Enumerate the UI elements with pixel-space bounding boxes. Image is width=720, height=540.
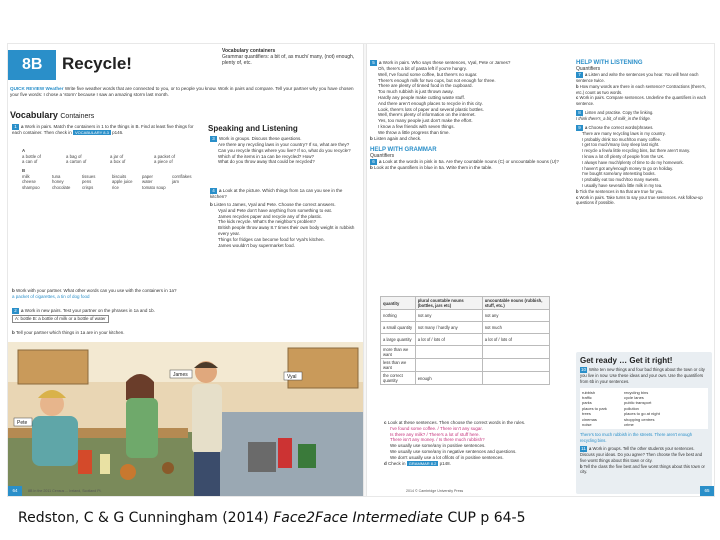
table-row	[381, 322, 550, 334]
exercise-5a-sentence: Oh, there's a bit of pasta left if you're hungry.	[378, 66, 467, 71]
quick-review	[10, 86, 360, 104]
get-ready-word: traffic	[582, 395, 592, 400]
exercise-2a-text: Work in new pairs. Test your partner on the phrases in 1a and 1b.	[24, 308, 155, 313]
listening-statement: British people throw away 8.7 times their own body weight in rubbish every year.	[218, 225, 355, 236]
container-thing-word: paper	[142, 173, 153, 179]
container-word: a jar of	[110, 153, 124, 159]
exercise-5a-sentence: We throw a little progress than time.	[378, 129, 450, 135]
exercise-8-text: Listen and practise. Copy the linking.	[585, 109, 654, 115]
table-cell	[482, 346, 549, 359]
vocabulary-heading-text: Vocabulary	[10, 110, 58, 120]
table-cell: more than we want	[381, 346, 416, 359]
vocabulary-ref: VOCABULARY 8.3	[74, 130, 109, 135]
container-thing-word: shampoo	[22, 184, 40, 190]
exercise-4b-text: Listen to James, Vyal and Pete. Choose the correct answers.	[214, 202, 336, 207]
exercise-5a-sentence: Well, I've found some coffee, but there's no sugar.	[378, 71, 478, 77]
exercise-5a-sentence: Well, there's plenty of information on the internet.	[378, 112, 476, 118]
container-thing-word: tissues	[82, 173, 96, 179]
grammar-example-sentence: There isn't any money. / Is there much rubbish?	[390, 437, 485, 443]
exercise-9a-item: I probably eat too much/too many sweets.	[582, 177, 660, 183]
table-cell	[482, 372, 549, 385]
container-thing-word: cornflakes	[172, 173, 192, 179]
get-ready-word: cinemas	[582, 416, 597, 422]
container-thing-word: chocolate	[52, 184, 71, 190]
table-row	[381, 334, 550, 346]
get-ready-word: pollution	[624, 405, 639, 411]
help-grammar-heading: HELP WITH GRAMMAR	[370, 147, 437, 154]
get-ready-word: public transport	[624, 400, 652, 406]
get-ready-word: crime	[624, 422, 634, 428]
exercise-6: 6 a Look at the words in pink in 5a. Are they countable nouns (C) or uncountable nouns (U)? b Look at the quantifiers in blue in 5a. Write them in the table.	[370, 159, 559, 171]
container-thing-word: rice	[112, 184, 119, 190]
container-thing-word: tomato soup	[142, 184, 166, 190]
grammar-topic: Grammar quantifiers: a bit of, as much/ many, (not) enough, plenty of, etc.	[222, 54, 355, 66]
vocabulary-subheading: Containers	[60, 113, 95, 120]
container-word: a box of	[110, 159, 126, 165]
listening-statement: The kids recycle. What's the neighbor's problem?	[218, 219, 317, 225]
container-word: a can of	[22, 159, 38, 165]
get-ready-box: Get ready … Get it right! 10 Write ten new things and four bad things about the town or city you live in now. Use these ideas and your own. Use the quantifiers from 6b in your sentences. rubbish recycling binstraffic cycle lanesparks public transportplaces to park pollutiontrees places to go at nightcinemas shopping centresnoise crime There's too much rubbish in the streets. There aren't enough recycling bins. 11 a Work in groups. Tell the other students your sentences. Discuss your ideas. Do you agree? Then choose the five best and five worst things about this town or city. b Tell the class the five best and five worst things about this town or city.	[576, 352, 712, 494]
left-page-footer: 8B In the 2011 Census ... Ireland, Scotland Pi.	[28, 489, 102, 493]
help-listening-heading: HELP WITH LISTENING	[576, 60, 643, 66]
table-cell: not any	[482, 310, 549, 322]
left-page-number: 64	[8, 486, 22, 496]
kitchen-illustration	[8, 342, 364, 496]
exercise-5a-sentence: Hardly any people make cutting waste stuff.	[378, 94, 465, 100]
exercise-5a: 5 a Work in pairs. Who says these sentences, Vyal, Pete or James? Oh, there's a bit of pasta left if you're hungry. Well, I've found some coffee, but there's no sugar. There's enough milk for two cups, but not enough for three. There are plenty of tinned food in the cupboard. Too much rubbish is just thrown away. Hardly any people make cutting waste stuff. And there aren't enough places to recycle in this city. Look, there's lots of paper and several plastic bottles. Well, there's plenty of information on the internet. Yes, too many people just don't make the effort. I know a few friends with seven things. We throw a little progress than time. b Listen again and check.	[370, 60, 566, 141]
table-row	[381, 372, 550, 385]
exercise-5a-sentence: There are plenty of tinned food in the cupboard.	[378, 83, 473, 89]
container-word: a bottle of	[22, 153, 41, 159]
exercise-6d-text: Check in	[388, 460, 406, 466]
vocabulary-ref-page: p146.	[112, 130, 124, 135]
container-word: a bag of	[66, 153, 82, 159]
exercise-6b-text: Look at the quantifiers in blue in 5a. Write them in the table.	[374, 165, 493, 171]
containers-list-a: A a bottle of a bag of a jar of a packet of a can of a carton of a box of a piece of	[22, 148, 202, 165]
exercise-5a-sentence: There's enough milk for two cups, but not enough for three.	[378, 77, 496, 83]
exercise-11a-text: Work in groups. Tell the other students your sentences. Discuss your ideas. Do you agree? Then choose the five best and five worst things about this town or city.	[580, 446, 703, 463]
container-thing-word: jam	[172, 179, 179, 185]
grammar-ref-page: p148.	[439, 460, 451, 466]
container-word: a piece of	[154, 159, 173, 165]
grammar-rule: We usually use some/any in positive sentences.	[390, 443, 486, 449]
container-thing-word: crisps	[82, 184, 94, 190]
help-listening-subheading: Quantifiers	[576, 66, 601, 72]
exercise-2b-text: Tell your partner which things in 1a are in your kitchen.	[15, 330, 125, 335]
exercise-9a-item: There are many recycling laws in my country.	[582, 130, 666, 136]
exercise-5b-text: Listen again and check.	[374, 135, 422, 141]
quick-review-label: QUICK REVIEW	[10, 86, 45, 91]
exercise-1a-text: Work in pairs. Match the containers in 1 to the things in B. Find at least five things for each container. Then check in	[12, 124, 194, 135]
get-ready-word: trees	[582, 411, 591, 417]
quick-review-text: Write five weather words that are connected to you, or to people you know. Work in pairs and compare. Tell your partner why you have chosen your five words: I chose a 'storm' because I saw an amazing storm last month.	[10, 86, 354, 97]
listening-statement: Vyal and Pete don't have anything from something to eat.	[218, 207, 333, 213]
get-ready-word: noise	[582, 422, 592, 428]
unit-header	[8, 50, 218, 80]
exercise-8-example: I think there's_a bit_of milk_in the fridge.	[576, 115, 651, 121]
name-tag-pete: Pete	[17, 420, 28, 426]
caption-publisher-pages: CUP p 64-5	[443, 510, 526, 526]
table-cell: not much	[482, 322, 549, 334]
exercise-5a-sentence: And there aren't enough places to recycle in this city.	[378, 100, 483, 106]
exercise-5a-sentence: I know a few friends with seven things.	[378, 123, 455, 129]
speaking-listening-heading: Speaking and Listening	[208, 124, 298, 133]
name-tag-james: James	[173, 372, 188, 378]
listening-statement: Things for fridges can become food for Vyal's kitchen.	[218, 236, 325, 242]
table-cell: enough	[415, 372, 482, 385]
exercise-10-text: Write ten new things and four bad things about the town or city you live in now. Use these ideas and your own. Use the quantifiers from 6b in your sentences.	[580, 367, 705, 384]
exercise-4a-text: Look at the picture. Which things from 1a can you see in the kitchen?	[210, 188, 343, 199]
vocabulary-grammar-box	[222, 48, 362, 66]
grammar-ref: GRAMMAR 8.2	[408, 460, 437, 466]
exercise-4b: b Listen to James, Vyal and Pete. Choose the correct answers. Vyal and Pete don't have anything from something to eat. James recycles paper and recycle any of the plastic. The kids recycle. What's the neighbor's problem? British people throw away 8.7 times their own body weight in rubbish every year. Things for fridges can become food for Vyal's kitchen. James wouldn't buy supermarket food.	[210, 202, 360, 248]
table-cell: a lot of / lots of	[482, 334, 549, 346]
discussion-question: Which of the items in 1a can be recycled? How?	[218, 153, 315, 159]
exercise-1b: b Work with your partner. What other words can you use with the containers in 1a? a packet of cigarettes, a tin of dog food	[12, 288, 204, 300]
containers-list-b: B milk tuna tissues biscuits paper cornflakes cheese honey pens apple juice water jam shampoo chocolate crisps rice tomato soup	[22, 168, 202, 190]
container-thing-word: milk	[22, 173, 30, 179]
exercise-5a-sentence: Look, there's lots of paper and several plastic bottles.	[378, 106, 484, 112]
listening-statement: James recycles paper and recycle any of the plastic.	[218, 213, 323, 219]
table-cell: the correct quantity	[381, 372, 416, 385]
container-thing-word: apple juice	[112, 179, 133, 185]
exercise-5a-sentence: Yes, too many people just don't make the effort.	[378, 118, 473, 124]
container-thing-word: tuna	[52, 173, 61, 179]
vocabulary-heading	[10, 110, 94, 120]
exercise-9a-item: I know a lot of/ plenty of people from the UK.	[582, 153, 665, 159]
container-thing-word: pens	[82, 179, 92, 185]
table-row	[381, 346, 550, 359]
help-with-grammar	[370, 147, 566, 159]
vocab-topic: Vocabulary containers	[222, 48, 276, 54]
exercise-9a-item: I always have much/plenty of time to do my homework.	[582, 159, 684, 165]
exercise-4a: 4 a Look at the picture. Which things from 1a can you see in the kitchen?	[210, 188, 343, 199]
get-ready-word: places to park	[582, 405, 607, 411]
exercise-5a-sentence: Too much rubbish is just thrown away.	[378, 89, 454, 95]
get-ready-word-box	[580, 388, 708, 430]
table-cell: less than we want	[381, 359, 416, 372]
discussion-question: What do you throw away that could be recycled?	[218, 159, 315, 165]
exercise-10-examples: There's too much rubbish in the streets. There aren't enough recycling bins.	[580, 432, 693, 444]
discussion-question: Can you recycle things where you live? If so, what do you recycle?	[218, 147, 351, 153]
exercise-2a-example: A: bottle B: a bottle of milk or a bottle of water	[12, 315, 109, 323]
table-header-cell: plural countable nouns (bottles, jars etc)	[415, 297, 482, 310]
get-ready-word: cycle lanes	[624, 395, 644, 400]
grammar-rule: We don't usually use a lot of/lots of in positive sentences.	[390, 454, 504, 460]
exercise-6c-text: Look at these sentences. Then choose the correct words in the rules.	[387, 420, 526, 425]
get-ready-word: places to go at night	[624, 411, 660, 417]
listening-statement: James wouldn't buy supermarket food.	[218, 242, 295, 248]
grammar-rule: We usually use some/any in negative sentences and questions.	[390, 448, 517, 454]
exercise-7c-text: Work in pairs. Compare sentences. Underline the quantifiers in each sentence.	[576, 95, 707, 107]
exercise-9a-item: I recycle a few/a little recycling bins, but there aren't many.	[582, 148, 691, 154]
exercise-2a: 2 a Work in new pairs. Test your partner on the phrases in 1a and 1b. A: bottle B: a bottle of milk or a bottle of water	[12, 308, 204, 323]
exercise-9c-text: Work in pairs. Take turns to say your true sentences. Ask follow-up questions if possible.	[576, 194, 703, 206]
exercise-1b-example: a packet of cigarettes, a tin of dog food	[12, 293, 90, 299]
right-page-side-column: HELP WITH LISTENING Quantifiers 7 a Listen and write the sentences you hear. You will hear each sentence twice. b How many words are there in each sentence? Contractions (there's, etc.) count as two words. c Work in pairs. Compare sentences. Underline the quantifiers in each sentence. 8 Listen and practise. Copy the linking. I think there's_a bit_of milk_in the fridge. 9 a Choose the correct words/phrases. There are many recycling laws in my country. I probably drink too much/too many coffee. I get too much/many /any sleep last night. I recycle a few/a little recycling bins, but there aren't many. I know a lot of/ plenty of people from the UK. I always have much/plenty of time to do my homework. I haven't got any/enough money to go on holiday. I've bought some/any interesting books. I probably eat too much/too many sweets. I usually have several/a little milk in my tea. b Tick the sentences in 9a that are true for you. c Work in pairs. Take turns to say your true sentences. Ask follow-up questions if possible.	[576, 60, 712, 206]
table-cell	[415, 359, 482, 372]
table-header-cell: uncountable nouns (rubbish, stuff, etc.)	[482, 297, 549, 310]
exercise-9a-item: I've bought some/any interesting books.	[582, 171, 656, 177]
table-cell: a large quantity	[381, 334, 416, 346]
help-grammar-subheading: Quantifiers	[370, 153, 395, 160]
unit-title: Recycle!	[62, 54, 132, 73]
exercise-1a: 1 a Work in pairs. Match the containers in 1 to the things in B. Find at least five things for each container. Then check in VOCABULARY 8.3 p146.	[12, 124, 194, 135]
source-caption	[18, 510, 526, 526]
get-ready-title: Get ready … Get it right!	[580, 356, 673, 365]
textbook-spread	[8, 44, 714, 496]
table-row	[381, 359, 550, 372]
exercise-7a-text: Listen and write the sentences you hear. You will hear each sentence twice.	[576, 72, 699, 83]
container-word: a packet of	[154, 153, 176, 159]
exercise-2b: b Tell your partner which things in 1a are in your kitchen.	[12, 330, 125, 335]
table-cell: not any	[415, 310, 482, 322]
discussion-question: Are there any recycling laws in your country? If so, what are they?	[218, 142, 350, 147]
unit-code: 8B	[8, 50, 56, 80]
exercise-1b-text: Work with your partner. What other words can you use with the containers in 1a?	[16, 288, 177, 293]
get-ready-word: recycling bins	[624, 389, 649, 395]
grammar-example-sentence: Is there any milk? / There's a lot of stuff here.	[390, 431, 480, 437]
right-page-footer: 2014 © Cambridge University Press	[406, 489, 464, 493]
grammar-example-sentence: I've found some coffee. / There isn't any sugar.	[390, 425, 483, 431]
exercise-7b-text: How many words are there in each sentence? Contractions (there's, etc.) count as two words.	[576, 83, 706, 95]
caption-authors: Redston, C & G Cunningham (2014)	[18, 510, 274, 526]
get-ready-word: shopping centres	[624, 416, 655, 422]
exercise-11b-text: Tell the class the five best and five worst things about this town or city.	[580, 463, 705, 475]
container-thing-word: biscuits	[112, 173, 127, 179]
exercise-6a-text: Look at the words in pink in 5a. Are they countable nouns (C) or uncountable nouns (U)?	[382, 159, 559, 165]
table-cell	[482, 359, 549, 372]
table-row	[381, 310, 550, 322]
quick-review-topic: Weather	[45, 86, 64, 91]
caption-book-title: Face2Face Intermediate	[273, 510, 444, 526]
get-ready-word: rubbish	[582, 389, 596, 395]
exercise-3: 3 Work in groups. Discuss these questions. Are there any recycling laws in your country? If so, what are they? Can you recycle things where you live? If so, what do you recycle? Which of the items in 1a can be recycled? How? What do you throw away that could be recycled?	[210, 136, 360, 165]
exercise-6c: c Look at these sentences. Then choose the correct words in the rules. I've found some coffee. / There isn't any sugar. Is there any milk? / There's a lot of stuff here. There isn't any money. / Is there much rubbish? We usually use some/any in positive sentences. We usually use some/any in negative sentences and questions. We don't usually use a lot of/lots of in positive sentences. d Check in GRAMMAR 8.2 p148.	[384, 420, 564, 466]
table-cell: not many / hardly any	[415, 322, 482, 334]
container-thing-word: water	[142, 179, 153, 185]
exercise-9b-text: Tick the sentences in 9a that are true for you.	[579, 188, 664, 194]
name-tag-vyal: Vyal	[287, 374, 297, 380]
exercise-5a-text: Work in pairs. Who says these sentences, Vyal, Pete or James?	[382, 60, 511, 65]
right-page-number: 65	[700, 486, 714, 496]
right-page-main-column	[370, 60, 566, 171]
quantifiers-table	[380, 296, 550, 385]
exercise-9a-item: I probably drink too much/too many coffee.	[582, 136, 662, 142]
table-header-cell: quantity	[381, 297, 416, 310]
table-cell: nothing	[381, 310, 416, 322]
table-cell: a small quantity	[381, 322, 416, 334]
exercise-9a-text: Choose the correct words/phrases.	[588, 124, 654, 130]
exercise-3-text: Work in groups. Discuss these questions.	[219, 136, 302, 141]
exercise-9a-item: I get too much/many /any sleep last night.	[582, 142, 660, 148]
right-page	[366, 44, 714, 496]
table-cell: a lot of / lots of	[415, 334, 482, 346]
container-word: a carton of	[66, 159, 87, 165]
exercise-9a-item: I haven't got any/enough money to go on holiday.	[582, 165, 674, 171]
get-ready-word: parks	[582, 400, 592, 406]
container-thing-word: cheese	[22, 179, 36, 185]
exercise-9a-item: I usually have several/a little milk in my tea.	[582, 182, 663, 188]
left-page	[8, 44, 364, 496]
table-cell	[415, 346, 482, 359]
container-thing-word: honey	[52, 179, 64, 185]
